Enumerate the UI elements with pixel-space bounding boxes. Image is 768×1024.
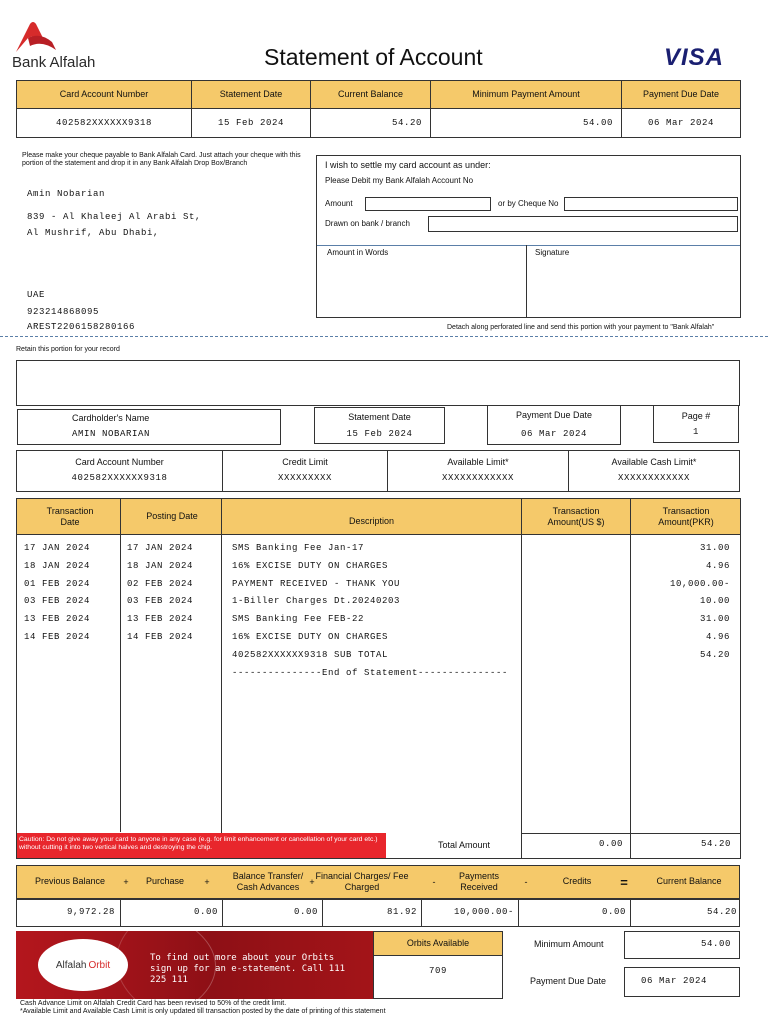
txn-amount-pkr: 10,000.00- [669,578,730,589]
txn-description: SMS Banking Fee Jan-17 [232,543,365,553]
posting-date: 14 FEB 2024 [127,632,194,642]
drawn-on-label: Drawn on bank / branch [325,219,410,228]
total-pkr: 54.20 [700,839,731,849]
txn-description: 1-Biller Charges Dt.20240203 [232,596,401,607]
record-due-date-label: Payment Due Date [515,409,593,420]
orbit-logo [38,939,128,991]
op-minus-1: - [432,877,436,888]
page-number-box [653,405,739,443]
op-plus-2: + [204,877,210,888]
orbit-logo-text: Alfalah [55,959,87,971]
settle-title: I wish to settle my card account as under: [325,160,491,170]
txn-date: 01 FEB 2024 [24,578,91,589]
total-amount-label: Total Amount [438,840,491,850]
perforation-line [0,336,768,337]
drawn-on-field[interactable] [428,216,738,232]
record-statement-date: 15 Feb 2024 [346,428,413,439]
header-description: Description [348,516,395,527]
customer-name: Amin Nobarian [27,189,106,199]
txn-amount-pkr: 10.00 [699,596,730,607]
txn-description: PAYMENT RECEIVED - THANK YOU [232,578,401,589]
account-number-label: Card Account Number [75,456,164,467]
posting-date: 17 JAN 2024 [127,543,194,553]
record-due-date: 06 Mar 2024 [520,428,587,439]
amount-label: Amount [325,199,353,208]
txn-date: 17 JAN 2024 [24,543,91,553]
txn-date: 03 FEB 2024 [24,596,91,607]
summary-table [16,80,741,138]
purchase-value: 0.00 [193,907,218,918]
posting-date: 13 FEB 2024 [127,614,194,625]
op-equals: = [620,874,628,890]
posting-date: 02 FEB 2024 [127,578,194,589]
customer-country: UAE [27,290,46,300]
summary-header-statement-date: Statement Date [219,89,283,100]
balance-transfer-value: 0.00 [293,907,318,918]
txn-amount-pkr: 31.00 [699,614,730,625]
txn-description: SMS Banking Fee FEB-22 [232,614,365,625]
orbits-available-label: Orbits Available [406,938,470,949]
orbits-promo-text: To find out more about your Orbits sign up for an e-statement. Call 111 225 111 [150,953,346,985]
txn-amount-pkr: 4.96 [705,632,730,642]
caution-banner [17,833,386,858]
minimum-amount-box [624,931,740,959]
minimum-amount-value: 54.00 [700,939,731,950]
record-statement-date-label: Statement Date [348,411,411,422]
financial-charges-value: 81.92 [386,907,417,918]
amount-field[interactable] [365,197,491,211]
credit-limit: XXXXXXXXX [277,472,332,483]
available-limit: XXXXXXXXXXXX [441,472,514,483]
txn-description: ---------------End of Statement--------------- [232,667,509,678]
summary-account-number: 402582XXXXXX9318 [55,117,152,128]
txn-date: 14 FEB 2024 [24,632,91,642]
blank-record-box [16,360,740,406]
available-cash-limit: XXXXXXXXXXXX [617,472,690,483]
current-balance-value: 54.20 [706,907,737,918]
header-transaction-date: Transaction Date [46,505,94,527]
customer-address-line1: 839 - Al Khaleej Al Arabi St, [27,212,202,222]
previous-balance-value: 9,972.28 [66,907,115,918]
credit-limit-label: Credit Limit [282,456,328,467]
txn-description: 16% EXCISE DUTY ON CHARGES [232,632,389,642]
detach-note: Detach along perforated line and send this portion with your payment to "Bank Alfalah" [447,324,715,331]
transactions-table [16,498,741,859]
settle-form [316,155,741,318]
orbits-promo-banner [16,931,373,999]
minimum-amount-label: Minimum Amount [534,939,604,949]
summary-header-min-payment: Minimum Payment Amount [472,89,580,100]
debit-account-label: Please Debit my Bank Alfalah Account No [325,176,474,185]
balance-summary-header [16,865,740,899]
payments-received-label: Payments Received [458,870,500,892]
posting-date: 03 FEB 2024 [127,596,194,607]
summary-due-date: 06 Mar 2024 [647,117,714,128]
total-usd: 0.00 [598,839,623,849]
customer-phone: 923214868095 [27,307,100,317]
current-balance-label: Current Balance [656,876,722,887]
txn-description: 402582XXXXXX9318 SUB TOTAL [232,649,389,660]
summary-header-due-date: Payment Due Date [642,89,720,100]
txn-amount-pkr: 31.00 [699,543,730,553]
balance-summary-values [16,899,740,927]
page-number: 1 [692,426,699,437]
visa-logo: VISA [664,44,725,71]
cardholder-box [17,409,281,445]
page-title: Statement of Account [264,44,483,70]
cheque-number-label: or by Cheque No [498,199,559,208]
summary-header-account: Card Account Number [59,89,149,100]
caution-text: Caution: Do not give away your card to anyone in any case (e.g. for limit enhancement or cancellation of your card etc.) without cutting it into two vertical halves and destroying the chip. [19,836,378,852]
op-minus-2: - [524,877,528,888]
header-posting-date: Posting Date [146,511,198,522]
signature-label: Signature [535,248,570,257]
summary-min-payment: 54.00 [582,117,613,128]
record-due-date-box [487,405,621,445]
footnote-available-limit: *Available Limit and Available Cash Limit is only updated till transaction posted by the date of printing of this statement [20,1008,386,1015]
previous-balance-label: Previous Balance [34,876,106,887]
txn-amount-pkr: 4.96 [705,560,730,571]
cardholder-name: AMIN NOBARIAN [72,429,151,439]
header-amount-usd: Transaction Amount(US $) [547,505,605,527]
balance-transfer-label: Balance Transfer/ Cash Advances [232,870,304,892]
summary-statement-date: 15 Feb 2024 [217,117,284,128]
txn-amount-pkr: 54.20 [699,649,730,660]
txn-date: 18 JAN 2024 [24,560,91,571]
purchase-label: Purchase [145,876,185,887]
orbits-available-box [373,931,503,999]
op-plus-1: + [123,877,129,888]
financial-charges-label: Financial Charges/ Fee Charged [315,870,409,892]
cheque-note: Please make your cheque payable to Bank Alfalah Card. Just attach your cheque with this portion of the statement and drop it in any Bank Alfalah Drop Box/Branch [22,152,301,168]
orbit-logo-accent: Orbit [88,959,111,971]
orbits-available-value: 709 [428,966,447,977]
txn-date: 13 FEB 2024 [24,614,91,625]
page-number-label: Page # [681,410,711,421]
posting-date: 18 JAN 2024 [127,560,194,571]
payments-received-value: 10,000.00- [453,907,514,918]
customer-address-line2: Al Mushrif, Abu Dhabi, [27,228,160,238]
cardholder-label: Cardholder's Name [72,413,150,423]
orbit-due-date-value: 06 Mar 2024 [640,976,707,987]
retain-note: Retain this portion for your record [16,346,120,353]
record-statement-date-box [314,407,445,444]
transaction-rows [17,499,740,829]
orbit-due-date-label: Payment Due Date [530,976,607,986]
txn-description: 16% EXCISE DUTY ON CHARGES [232,560,389,571]
credits-label: Credits [562,876,592,887]
bank-logo-icon [12,20,62,54]
cheque-number-field[interactable] [564,197,738,211]
footnote-cash-advance: Cash Advance Limit on Alfalah Credit Card has been revised to 50% of the credit limit. [20,1000,287,1007]
bank-logo [10,20,120,72]
summary-current-balance: 54.20 [391,117,422,128]
amount-in-words-label: Amount in Words [327,248,389,257]
credits-value: 0.00 [601,907,626,918]
customer-reference: AREST2206158280166 [27,322,136,332]
available-cash-limit-label: Available Cash Limit* [611,456,697,467]
available-limit-label: Available Limit* [447,456,509,467]
summary-header-current-balance: Current Balance [337,89,404,100]
account-number: 402582XXXXXX9318 [71,472,168,483]
bank-name: Bank Alfalah [12,54,96,71]
orbit-due-date-box [624,967,740,997]
op-plus-3: + [309,877,315,888]
account-info-table [16,450,740,492]
header-amount-pkr: Transaction Amount(PKR) [658,505,714,527]
